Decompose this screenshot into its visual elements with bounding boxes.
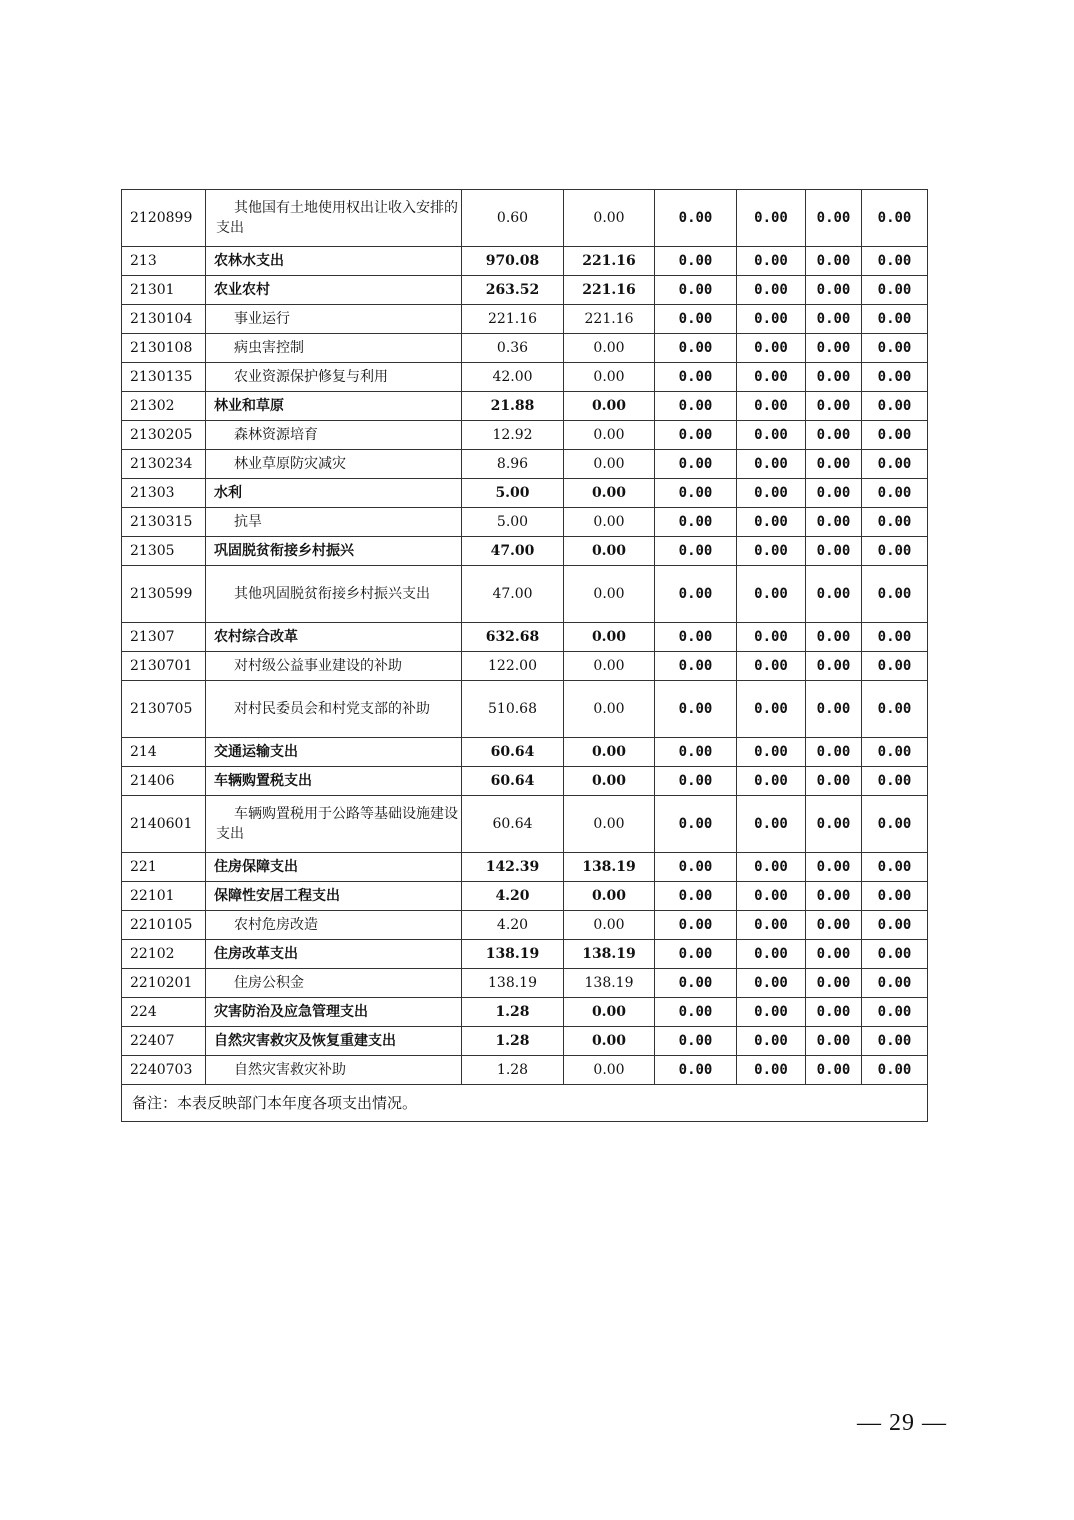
amount-cell-3: 0.00	[655, 421, 737, 450]
amount-cell-4: 0.00	[737, 508, 806, 537]
amount-cell-1: 5.00	[462, 508, 564, 537]
table-row	[122, 940, 928, 969]
amount-cell-1: 221.16	[462, 305, 564, 334]
amount-cell-6: 0.00	[862, 681, 928, 738]
amount-cell-6: 0.00	[862, 796, 928, 853]
amount-cell-4: 0.00	[737, 623, 806, 652]
amount-cell-3: 0.00	[655, 247, 737, 276]
amount-cell-3: 0.00	[655, 911, 737, 940]
amount-cell-1: 138.19	[462, 940, 564, 969]
amount-cell-6: 0.00	[862, 247, 928, 276]
amount-cell-2: 0.00	[564, 334, 655, 363]
amount-cell-4: 0.00	[737, 334, 806, 363]
amount-cell-6: 0.00	[862, 421, 928, 450]
subject-name-text: 农村综合改革	[214, 629, 298, 645]
amount-cell-4: 0.00	[737, 479, 806, 508]
amount-cell-2: 0.00	[564, 796, 655, 853]
amount-cell-5: 0.00	[806, 882, 862, 911]
subject-name-text: 其他巩固脱贫衔接乡村振兴支出	[234, 586, 430, 602]
amount-cell-2: 0.00	[564, 450, 655, 479]
amount-cell-1: 1.28	[462, 1056, 564, 1085]
subject-name-text: 对村级公益事业建设的补助	[234, 658, 402, 674]
subject-name-text: 保障性安居工程支出	[214, 888, 340, 904]
amount-cell-2: 138.19	[564, 969, 655, 998]
amount-cell-6: 0.00	[862, 1027, 928, 1056]
amount-cell-5: 0.00	[806, 421, 862, 450]
table-row	[122, 479, 928, 508]
amount-cell-4: 0.00	[737, 1027, 806, 1056]
amount-cell-3: 0.00	[655, 305, 737, 334]
amount-cell-3: 0.00	[655, 681, 737, 738]
amount-cell-5: 0.00	[806, 363, 862, 392]
subject-name-text: 病虫害控制	[234, 340, 304, 356]
amount-cell-1: 47.00	[462, 566, 564, 623]
table-row	[122, 623, 928, 652]
subject-name-text: 农村危房改造	[234, 917, 318, 933]
amount-cell-4: 0.00	[737, 681, 806, 738]
amount-cell-3: 0.00	[655, 853, 737, 882]
table-row	[122, 566, 928, 623]
amount-cell-4: 0.00	[737, 738, 806, 767]
amount-cell-1: 60.64	[462, 796, 564, 853]
amount-cell-2: 0.00	[564, 738, 655, 767]
subject-name-text: 水利	[214, 485, 242, 501]
subject-name-cell	[206, 681, 462, 738]
amount-cell-3: 0.00	[655, 479, 737, 508]
amount-cell-5: 0.00	[806, 1027, 862, 1056]
amount-cell-5: 0.00	[806, 767, 862, 796]
subject-name-text: 事业运行	[234, 311, 290, 327]
subject-code-cell: 221	[122, 853, 206, 882]
amount-cell-2: 0.00	[564, 767, 655, 796]
amount-cell-2: 138.19	[564, 940, 655, 969]
amount-cell-4: 0.00	[737, 652, 806, 681]
amount-cell-6: 0.00	[862, 305, 928, 334]
subject-code-cell: 2130234	[122, 450, 206, 479]
subject-name-cell	[206, 1056, 462, 1085]
table-row	[122, 911, 928, 940]
amount-cell-4: 0.00	[737, 911, 806, 940]
subject-name-cell	[206, 940, 462, 969]
subject-name-cell	[206, 305, 462, 334]
amount-cell-2: 0.00	[564, 479, 655, 508]
subject-name-text: 对村民委员会和村党支部的补助	[234, 701, 430, 717]
table-row	[122, 681, 928, 738]
subject-name-text: 车辆购置税用于公路等基础设施建设支出	[216, 806, 458, 842]
subject-code-cell: 21307	[122, 623, 206, 652]
subject-name-text: 巩固脱贫衔接乡村振兴	[214, 543, 354, 559]
amount-cell-5: 0.00	[806, 623, 862, 652]
amount-cell-6: 0.00	[862, 911, 928, 940]
amount-cell-3: 0.00	[655, 537, 737, 566]
amount-cell-3: 0.00	[655, 652, 737, 681]
amount-cell-5: 0.00	[806, 652, 862, 681]
amount-cell-4: 0.00	[737, 363, 806, 392]
subject-code-cell: 22102	[122, 940, 206, 969]
subject-code-cell: 22101	[122, 882, 206, 911]
amount-cell-4: 0.00	[737, 998, 806, 1027]
amount-cell-5: 0.00	[806, 998, 862, 1027]
amount-cell-5: 0.00	[806, 479, 862, 508]
amount-cell-3: 0.00	[655, 190, 737, 247]
amount-cell-3: 0.00	[655, 276, 737, 305]
table-row	[122, 767, 928, 796]
amount-cell-4: 0.00	[737, 190, 806, 247]
amount-cell-3: 0.00	[655, 767, 737, 796]
table-row	[122, 190, 928, 247]
subject-name-text: 其他国有土地使用权出让收入安排的支出	[216, 200, 458, 236]
amount-cell-6: 0.00	[862, 738, 928, 767]
table-row	[122, 363, 928, 392]
amount-cell-1: 12.92	[462, 421, 564, 450]
amount-cell-6: 0.00	[862, 276, 928, 305]
amount-cell-5: 0.00	[806, 1056, 862, 1085]
amount-cell-6: 0.00	[862, 998, 928, 1027]
amount-cell-3: 0.00	[655, 566, 737, 623]
amount-cell-6: 0.00	[862, 853, 928, 882]
amount-cell-4: 0.00	[737, 247, 806, 276]
subject-code-cell: 21302	[122, 392, 206, 421]
subject-name-text: 车辆购置税支出	[214, 773, 312, 789]
amount-cell-1: 4.20	[462, 882, 564, 911]
subject-name-cell	[206, 537, 462, 566]
table-note-row	[122, 1085, 928, 1122]
subject-name-text: 林业和草原	[214, 398, 284, 414]
amount-cell-2: 0.00	[564, 566, 655, 623]
amount-cell-5: 0.00	[806, 566, 862, 623]
subject-name-cell	[206, 969, 462, 998]
subject-name-cell	[206, 450, 462, 479]
amount-cell-1: 138.19	[462, 969, 564, 998]
amount-cell-4: 0.00	[737, 421, 806, 450]
amount-cell-4: 0.00	[737, 450, 806, 479]
amount-cell-3: 0.00	[655, 334, 737, 363]
amount-cell-6: 0.00	[862, 392, 928, 421]
amount-cell-2: 0.00	[564, 882, 655, 911]
subject-name-cell	[206, 853, 462, 882]
amount-cell-1: 122.00	[462, 652, 564, 681]
amount-cell-6: 0.00	[862, 1056, 928, 1085]
subject-name-cell	[206, 911, 462, 940]
amount-cell-4: 0.00	[737, 537, 806, 566]
amount-cell-1: 60.64	[462, 738, 564, 767]
amount-cell-2: 0.00	[564, 508, 655, 537]
subject-name-cell	[206, 1027, 462, 1056]
amount-cell-2: 0.00	[564, 681, 655, 738]
subject-code-cell: 2130205	[122, 421, 206, 450]
amount-cell-4: 0.00	[737, 566, 806, 623]
subject-name-text: 交通运输支出	[214, 744, 298, 760]
amount-cell-4: 0.00	[737, 853, 806, 882]
subject-name-cell	[206, 796, 462, 853]
amount-cell-3: 0.00	[655, 450, 737, 479]
amount-cell-2: 0.00	[564, 1056, 655, 1085]
amount-cell-2: 0.00	[564, 537, 655, 566]
subject-name-cell	[206, 421, 462, 450]
table-row	[122, 421, 928, 450]
amount-cell-6: 0.00	[862, 652, 928, 681]
amount-cell-2: 221.16	[564, 276, 655, 305]
amount-cell-3: 0.00	[655, 392, 737, 421]
table-row	[122, 276, 928, 305]
amount-cell-3: 0.00	[655, 363, 737, 392]
amount-cell-6: 0.00	[862, 363, 928, 392]
amount-cell-3: 0.00	[655, 796, 737, 853]
amount-cell-6: 0.00	[862, 940, 928, 969]
amount-cell-1: 4.20	[462, 911, 564, 940]
subject-code-cell: 21406	[122, 767, 206, 796]
subject-name-cell	[206, 276, 462, 305]
amount-cell-4: 0.00	[737, 767, 806, 796]
subject-name-cell	[206, 882, 462, 911]
table-row	[122, 508, 928, 537]
amount-cell-1: 632.68	[462, 623, 564, 652]
subject-name-cell	[206, 566, 462, 623]
subject-name-text: 住房保障支出	[214, 859, 298, 875]
amount-cell-1: 21.88	[462, 392, 564, 421]
amount-cell-6: 0.00	[862, 190, 928, 247]
amount-cell-2: 0.00	[564, 190, 655, 247]
amount-cell-2: 138.19	[564, 853, 655, 882]
subject-name-text: 灾害防治及应急管理支出	[214, 1004, 368, 1020]
subject-name-text: 抗旱	[234, 514, 262, 530]
subject-code-cell: 21301	[122, 276, 206, 305]
subject-name-cell	[206, 392, 462, 421]
amount-cell-3: 0.00	[655, 1027, 737, 1056]
amount-cell-6: 0.00	[862, 479, 928, 508]
amount-cell-2: 0.00	[564, 652, 655, 681]
amount-cell-5: 0.00	[806, 305, 862, 334]
amount-cell-2: 0.00	[564, 998, 655, 1027]
table-body	[122, 190, 928, 1085]
amount-cell-5: 0.00	[806, 969, 862, 998]
subject-code-cell: 2130599	[122, 566, 206, 623]
subject-name-text: 住房公积金	[234, 975, 304, 991]
subject-name-cell	[206, 508, 462, 537]
amount-cell-5: 0.00	[806, 247, 862, 276]
subject-name-cell	[206, 738, 462, 767]
amount-cell-3: 0.00	[655, 738, 737, 767]
amount-cell-6: 0.00	[862, 450, 928, 479]
table-row	[122, 392, 928, 421]
amount-cell-6: 0.00	[862, 566, 928, 623]
subject-code-cell: 21303	[122, 479, 206, 508]
amount-cell-2: 221.16	[564, 247, 655, 276]
table-row	[122, 853, 928, 882]
amount-cell-6: 0.00	[862, 508, 928, 537]
table-row	[122, 537, 928, 566]
amount-cell-1: 263.52	[462, 276, 564, 305]
amount-cell-5: 0.00	[806, 796, 862, 853]
table-row	[122, 450, 928, 479]
table-row	[122, 998, 928, 1027]
amount-cell-4: 0.00	[737, 882, 806, 911]
amount-cell-3: 0.00	[655, 623, 737, 652]
subject-code-cell: 2240703	[122, 1056, 206, 1085]
subject-code-cell: 2140601	[122, 796, 206, 853]
amount-cell-5: 0.00	[806, 537, 862, 566]
subject-name-cell	[206, 363, 462, 392]
amount-cell-2: 0.00	[564, 392, 655, 421]
amount-cell-2: 0.00	[564, 623, 655, 652]
subject-name-text: 森林资源培育	[234, 427, 318, 443]
amount-cell-5: 0.00	[806, 276, 862, 305]
amount-cell-1: 60.64	[462, 767, 564, 796]
amount-cell-2: 0.00	[564, 421, 655, 450]
amount-cell-5: 0.00	[806, 508, 862, 537]
amount-cell-1: 510.68	[462, 681, 564, 738]
subject-code-cell: 2130108	[122, 334, 206, 363]
amount-cell-1: 5.00	[462, 479, 564, 508]
subject-code-cell: 2130315	[122, 508, 206, 537]
subject-code-cell: 2120899	[122, 190, 206, 247]
table-row	[122, 305, 928, 334]
expenditure-table	[121, 189, 928, 1122]
subject-name-text: 住房改革支出	[214, 946, 298, 962]
amount-cell-4: 0.00	[737, 969, 806, 998]
subject-name-cell	[206, 334, 462, 363]
amount-cell-1: 42.00	[462, 363, 564, 392]
subject-name-text: 自然灾害救灾及恢复重建支出	[214, 1033, 396, 1049]
amount-cell-1: 8.96	[462, 450, 564, 479]
subject-code-cell: 224	[122, 998, 206, 1027]
amount-cell-6: 0.00	[862, 882, 928, 911]
subject-code-cell: 2210105	[122, 911, 206, 940]
table-note: 备注：本表反映部门本年度各项支出情况。	[122, 1085, 928, 1122]
amount-cell-6: 0.00	[862, 537, 928, 566]
table-row	[122, 1027, 928, 1056]
amount-cell-5: 0.00	[806, 450, 862, 479]
amount-cell-3: 0.00	[655, 508, 737, 537]
subject-name-text: 自然灾害救灾补助	[234, 1062, 346, 1078]
amount-cell-4: 0.00	[737, 796, 806, 853]
subject-name-cell	[206, 652, 462, 681]
subject-name-cell	[206, 479, 462, 508]
subject-name-cell	[206, 247, 462, 276]
table-row	[122, 652, 928, 681]
amount-cell-3: 0.00	[655, 882, 737, 911]
amount-cell-2: 221.16	[564, 305, 655, 334]
amount-cell-1: 970.08	[462, 247, 564, 276]
amount-cell-1: 142.39	[462, 853, 564, 882]
table-row	[122, 796, 928, 853]
amount-cell-2: 0.00	[564, 1027, 655, 1056]
amount-cell-5: 0.00	[806, 392, 862, 421]
amount-cell-4: 0.00	[737, 940, 806, 969]
amount-cell-4: 0.00	[737, 276, 806, 305]
amount-cell-2: 0.00	[564, 911, 655, 940]
subject-code-cell: 214	[122, 738, 206, 767]
amount-cell-5: 0.00	[806, 911, 862, 940]
amount-cell-2: 0.00	[564, 363, 655, 392]
subject-name-cell	[206, 767, 462, 796]
amount-cell-4: 0.00	[737, 305, 806, 334]
amount-cell-4: 0.00	[737, 392, 806, 421]
subject-code-cell: 2210201	[122, 969, 206, 998]
amount-cell-3: 0.00	[655, 969, 737, 998]
amount-cell-5: 0.00	[806, 334, 862, 363]
amount-cell-6: 0.00	[862, 969, 928, 998]
amount-cell-5: 0.00	[806, 738, 862, 767]
amount-cell-1: 0.60	[462, 190, 564, 247]
page-number: — 29 —	[857, 1410, 947, 1436]
table-row	[122, 738, 928, 767]
subject-name-text: 农林水支出	[214, 253, 284, 269]
amount-cell-6: 0.00	[862, 623, 928, 652]
amount-cell-3: 0.00	[655, 1056, 737, 1085]
amount-cell-5: 0.00	[806, 190, 862, 247]
subject-name-text: 农业农村	[214, 282, 270, 298]
table-row	[122, 247, 928, 276]
subject-code-cell: 2130701	[122, 652, 206, 681]
subject-name-text: 农业资源保护修复与利用	[234, 369, 388, 385]
subject-code-cell: 21305	[122, 537, 206, 566]
amount-cell-5: 0.00	[806, 853, 862, 882]
table-row	[122, 969, 928, 998]
subject-code-cell: 2130135	[122, 363, 206, 392]
subject-code-cell: 2130705	[122, 681, 206, 738]
subject-code-cell: 2130104	[122, 305, 206, 334]
amount-cell-6: 0.00	[862, 334, 928, 363]
subject-code-cell: 213	[122, 247, 206, 276]
amount-cell-5: 0.00	[806, 940, 862, 969]
subject-code-cell: 22407	[122, 1027, 206, 1056]
amount-cell-6: 0.00	[862, 767, 928, 796]
amount-cell-1: 1.28	[462, 998, 564, 1027]
table-row	[122, 882, 928, 911]
amount-cell-4: 0.00	[737, 1056, 806, 1085]
table-row	[122, 334, 928, 363]
subject-name-text: 林业草原防灾减灾	[234, 456, 346, 472]
subject-name-cell	[206, 190, 462, 247]
subject-name-cell	[206, 623, 462, 652]
subject-name-cell	[206, 998, 462, 1027]
amount-cell-3: 0.00	[655, 940, 737, 969]
amount-cell-1: 0.36	[462, 334, 564, 363]
amount-cell-5: 0.00	[806, 681, 862, 738]
table-row	[122, 1056, 928, 1085]
amount-cell-3: 0.00	[655, 998, 737, 1027]
amount-cell-1: 47.00	[462, 537, 564, 566]
amount-cell-1: 1.28	[462, 1027, 564, 1056]
